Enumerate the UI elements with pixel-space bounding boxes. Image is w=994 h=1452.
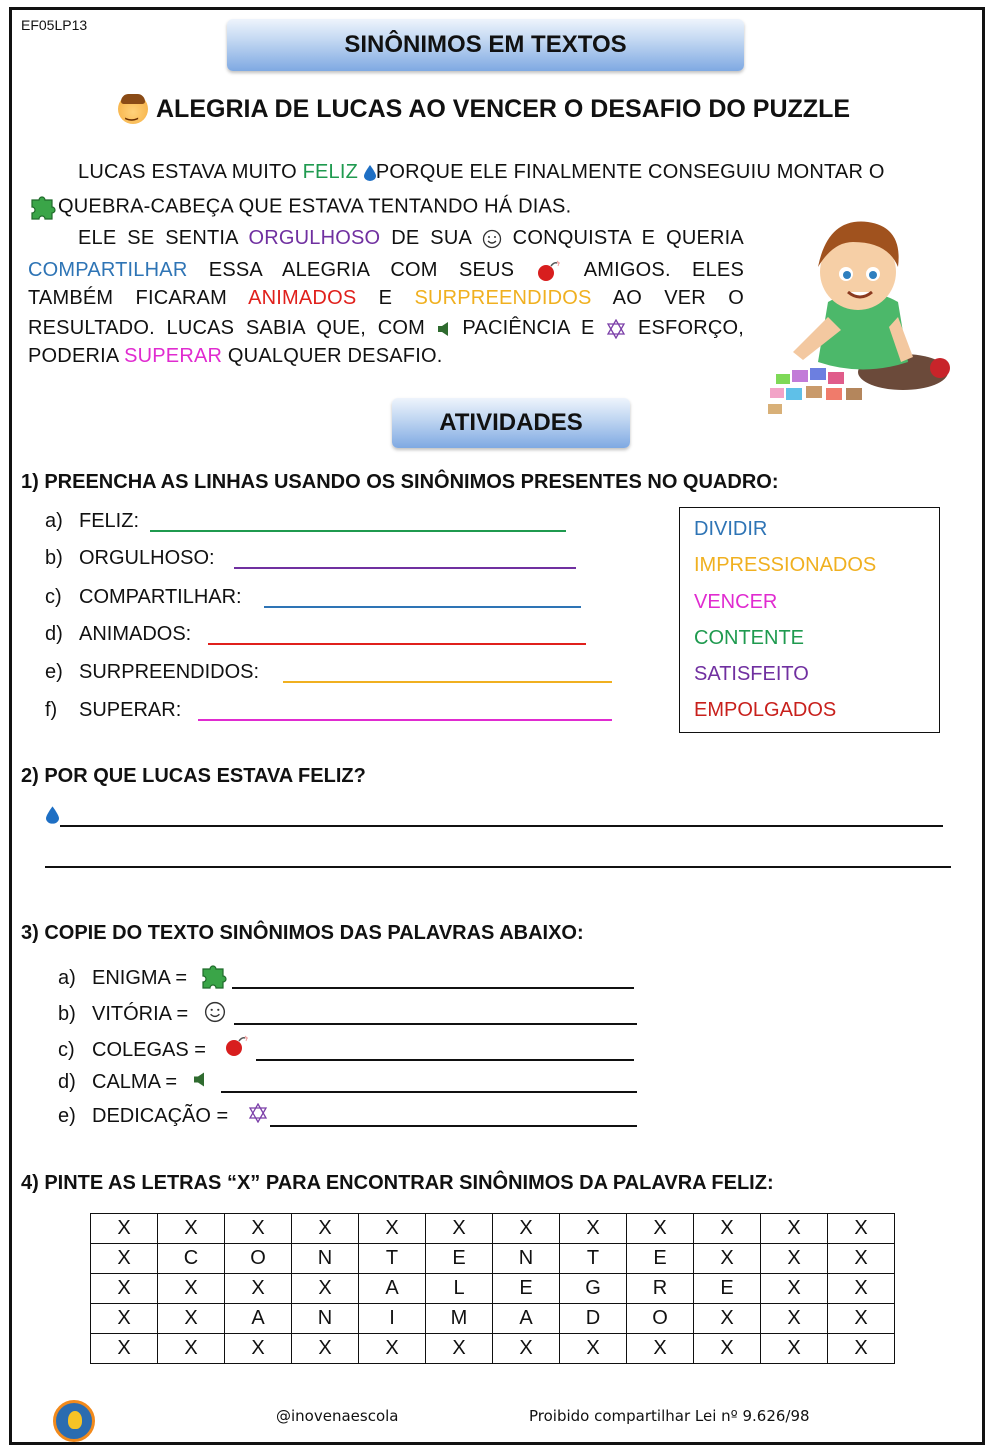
grid-cell[interactable]: X [225, 1214, 292, 1244]
grid-cell[interactable]: T [560, 1244, 627, 1274]
grid-cell[interactable]: X [761, 1244, 828, 1274]
grid-cell[interactable]: X [158, 1304, 225, 1334]
grid-cell[interactable]: X [761, 1304, 828, 1334]
question-3-title: 3) COPIE DO TEXTO SINÔNIMOS DAS PALAVRAS ABAIXO: [21, 922, 584, 944]
box-word: IMPRESSIONADOS [694, 554, 877, 577]
letter-grid [90, 1213, 895, 1364]
grid-row [91, 1274, 895, 1304]
story-title-text: ALEGRIA DE LUCAS AO VENCER O DESAFIO DO PUZZLE [156, 94, 851, 123]
grid-cell[interactable]: X [828, 1274, 895, 1304]
q3-answer-line-d[interactable] [221, 1091, 637, 1093]
grid-cell[interactable]: X [828, 1304, 895, 1334]
grid-cell[interactable]: X [761, 1214, 828, 1244]
grid-cell[interactable]: O [225, 1244, 292, 1274]
story-line-2: QUEBRA-CABEÇA QUE ESTAVA TENTANDO HÁ DIAS. [28, 194, 571, 220]
grid-cell[interactable]: I [359, 1304, 426, 1334]
grid-cell[interactable]: X [627, 1334, 694, 1364]
grid-row [91, 1304, 895, 1334]
word-animados: ANIMADOS [248, 287, 357, 309]
grid-cell[interactable]: X [292, 1334, 359, 1364]
word-surpreendidos: SURPREENDIDOS [414, 287, 592, 309]
smiley-icon [204, 1001, 226, 1023]
grid-cell[interactable]: X [560, 1214, 627, 1244]
story-line-5: TAMBÉM FICARAM ANIMADOS E SURPREENDIDOS AO VER O [28, 287, 744, 309]
story-line-4: COMPARTILHAR ESSA ALEGRIA COM SEUS AMIGOS. ELES [28, 259, 744, 281]
boy-puzzle-illustration [758, 212, 958, 417]
speaker-icon [437, 321, 451, 337]
grid-cell[interactable]: X [627, 1214, 694, 1244]
word-compartilhar: COMPARTILHAR [28, 259, 188, 281]
page-title: SINÔNIMOS EM TEXTOS [227, 19, 744, 71]
grid-cell[interactable]: X [158, 1214, 225, 1244]
q3-answer-line-c[interactable] [256, 1059, 634, 1061]
box-word: DIVIDIR [694, 518, 768, 540]
story-line-1: LUCAS ESTAVA MUITO FELIZ PORQUE ELE FINALMENTE CONSEGUIU MONTAR O [78, 161, 885, 183]
grid-cell[interactable]: N [493, 1244, 560, 1274]
q3-item-a: a) ENIGMA = [58, 967, 188, 989]
water-drop-icon [364, 165, 376, 181]
grid-cell[interactable]: X [359, 1334, 426, 1364]
grid-cell[interactable]: X [91, 1304, 158, 1334]
grid-cell[interactable]: C [158, 1244, 225, 1274]
bomb-icon [224, 1035, 252, 1057]
q1-item-e: e) SURPREENDIDOS: [45, 661, 260, 683]
q1-item-a: a) FELIZ: [45, 510, 140, 532]
q1-item-d: d) ANIMADOS: [45, 623, 192, 645]
q1-answer-line-b[interactable] [234, 567, 576, 569]
grid-cell[interactable]: X [761, 1334, 828, 1364]
smiley-icon [482, 229, 502, 249]
grid-cell[interactable]: X [560, 1334, 627, 1364]
story-title [118, 94, 850, 124]
box-word: VENCER [694, 590, 778, 613]
word-superar: SUPERAR [124, 345, 223, 367]
q1-answer-line-c[interactable] [264, 606, 581, 608]
grid-cell[interactable]: X [91, 1274, 158, 1304]
grid-cell[interactable]: X [158, 1274, 225, 1304]
grid-cell[interactable]: E [493, 1274, 560, 1304]
grid-row [91, 1244, 895, 1274]
grid-cell[interactable]: X [426, 1214, 493, 1244]
grid-cell[interactable]: X [828, 1214, 895, 1244]
grid-cell[interactable]: X [694, 1244, 761, 1274]
grid-cell[interactable]: X [292, 1214, 359, 1244]
grid-cell[interactable]: D [560, 1304, 627, 1334]
inove-logo [53, 1400, 95, 1442]
footer-notice: Proibido compartilhar Lei nº 9.626/98 [529, 1407, 810, 1425]
star-of-david-icon [248, 1103, 268, 1123]
q1-item-f: f) SUPERAR: [45, 699, 182, 721]
grid-cell[interactable]: X [225, 1274, 292, 1304]
story-line-7: PODERIA SUPERAR QUALQUER DESAFIO. [28, 345, 443, 367]
box-word: CONTENTE [694, 626, 804, 649]
q3-item-b: b) VITÓRIA = [58, 1003, 189, 1025]
grid-cell[interactable]: E [426, 1244, 493, 1274]
story-line-6: RESULTADO. LUCAS SABIA QUE, COM PACIÊNCIA E ESFORÇO, [28, 317, 745, 339]
word-orgulhoso: ORGULHOSO [248, 227, 381, 249]
grid-cell[interactable]: L [426, 1274, 493, 1304]
q3-answer-line-a[interactable] [232, 987, 634, 989]
question-2-title: 2) POR QUE LUCAS ESTAVA FELIZ? [21, 765, 366, 787]
grid-cell[interactable]: X [158, 1334, 225, 1364]
footer-handle: @inovenaescola [276, 1407, 399, 1425]
grid-cell[interactable]: X [91, 1244, 158, 1274]
doc-code: EF05LP13 [21, 17, 88, 33]
grid-cell[interactable]: E [694, 1274, 761, 1304]
q3-item-e: e) DEDICAÇÃO = [58, 1105, 229, 1127]
grid-cell[interactable]: X [91, 1214, 158, 1244]
grid-cell[interactable]: T [359, 1244, 426, 1274]
q1-item-c: c) COMPARTILHAR: [45, 586, 242, 608]
grid-cell[interactable]: X [493, 1334, 560, 1364]
puzzle-piece-icon [28, 194, 58, 220]
grid-row [91, 1334, 895, 1364]
q1-answer-line-e[interactable] [283, 681, 612, 683]
box-word: SATISFEITO [694, 663, 809, 686]
q3-answer-line-e[interactable] [270, 1125, 637, 1127]
grid-cell[interactable]: O [627, 1304, 694, 1334]
grid-cell[interactable]: X [493, 1214, 560, 1244]
q2-answer-line-2[interactable] [45, 866, 951, 868]
grid-cell[interactable]: X [694, 1304, 761, 1334]
grid-cell[interactable]: X [426, 1334, 493, 1364]
grid-cell[interactable]: X [828, 1244, 895, 1274]
grid-cell[interactable]: X [828, 1334, 895, 1364]
grid-cell[interactable]: X [761, 1274, 828, 1304]
water-drop-icon [46, 806, 59, 824]
story-line-3: ELE SE SENTIA ORGULHOSO DE SUA CONQUISTA E QUERIA [78, 227, 744, 249]
q2-answer-line-1[interactable] [60, 825, 943, 827]
grid-cell[interactable]: M [426, 1304, 493, 1334]
grid-cell[interactable]: X [359, 1214, 426, 1244]
question-4-title: 4) PINTE AS LETRAS “X” PARA ENCONTRAR SINÔNIMOS DA PALAVRA FELIZ: [21, 1172, 774, 1194]
q3-item-c: c) COLEGAS = [58, 1039, 206, 1061]
word-feliz: FELIZ [302, 161, 359, 183]
activities-title: ATIVIDADES [392, 398, 630, 448]
speaker-icon [193, 1071, 207, 1088]
bomb-icon [536, 260, 564, 282]
grid-cell[interactable]: R [627, 1274, 694, 1304]
grid-cell[interactable]: X [694, 1214, 761, 1244]
q1-item-b: b) ORGULHOSO: [45, 547, 215, 569]
grid-cell[interactable]: G [560, 1274, 627, 1304]
grid-cell[interactable]: E [627, 1244, 694, 1274]
question-1-title: 1) PREENCHA AS LINHAS USANDO OS SINÔNIMOS PRESENTES NO QUADRO: [21, 471, 779, 493]
q1-answer-line-f[interactable] [198, 719, 612, 721]
grid-cell[interactable]: A [225, 1304, 292, 1334]
grid-cell[interactable]: N [292, 1304, 359, 1334]
synonym-word-box [679, 507, 940, 733]
star-of-david-icon [606, 319, 626, 339]
grid-row [91, 1214, 895, 1244]
grid-cell[interactable]: X [292, 1274, 359, 1304]
grid-cell[interactable]: X [694, 1334, 761, 1364]
grid-cell[interactable]: N [292, 1244, 359, 1274]
boy-face-icon [118, 94, 148, 124]
grid-cell[interactable]: A [359, 1274, 426, 1304]
grid-cell[interactable]: A [493, 1304, 560, 1334]
grid-cell[interactable]: X [91, 1334, 158, 1364]
q3-answer-line-b[interactable] [234, 1023, 637, 1025]
q3-item-d: d) CALMA = [58, 1071, 178, 1093]
grid-cell[interactable]: X [225, 1334, 292, 1364]
puzzle-piece-icon [199, 963, 229, 989]
q1-answer-line-a[interactable] [150, 530, 566, 532]
box-word: EMPOLGADOS [694, 699, 837, 722]
q1-answer-line-d[interactable] [208, 643, 586, 645]
